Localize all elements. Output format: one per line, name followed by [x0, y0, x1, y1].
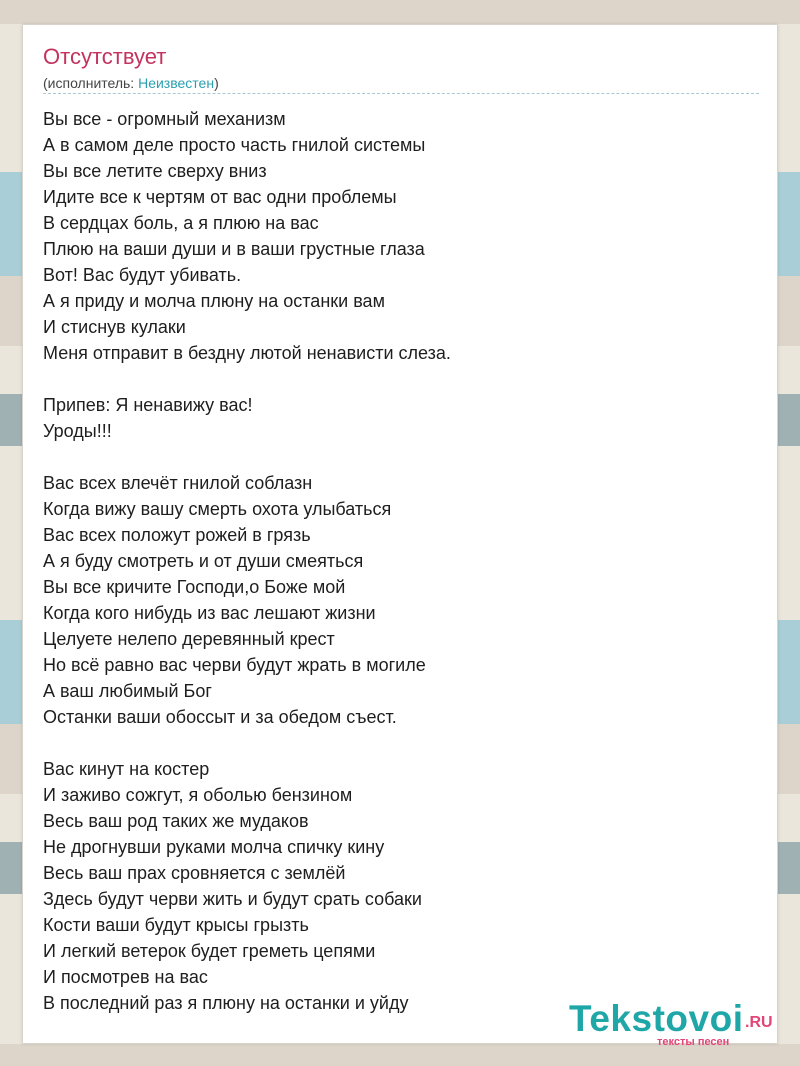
lyrics-line: Вас кинут на костер — [43, 759, 210, 779]
lyrics-line: Целуете нелепо деревянный крест — [43, 629, 335, 649]
lyrics-line: Но всё равно вас черви будут жрать в могиле — [43, 655, 426, 675]
artist-link[interactable]: Неизвестен — [138, 75, 215, 91]
lyrics-line: Уроды!!! — [43, 421, 112, 441]
lyrics-line: Весь ваш прах сровняется с землёй — [43, 863, 346, 883]
lyrics-line: В сердцах боль, а я плюю на вас — [43, 213, 319, 233]
lyrics-line: И посмотрев на вас — [43, 967, 208, 987]
lyrics-card — [22, 24, 778, 1048]
lyrics-line: А я буду смотреть и от души смеяться — [43, 551, 364, 571]
title-divider — [43, 93, 759, 94]
lyrics-blank-line — [43, 730, 759, 756]
lyrics-line: Вот! Вас будут убивать. — [43, 265, 242, 285]
artist-suffix: ) — [214, 75, 219, 91]
site-logo[interactable] — [569, 999, 779, 1049]
song-title: Отсутствует — [43, 44, 167, 69]
lyrics-line: И стиснув кулаки — [43, 317, 186, 337]
lyrics-line: Когда вижу вашу смерть охота улыбаться — [43, 499, 392, 519]
lyrics-line: Здесь будут черви жить и будут срать собаки — [43, 889, 422, 909]
lyrics-line: Вы все - огромный механизм — [43, 109, 286, 129]
lyrics-line: Вас всех положут рожей в грязь — [43, 525, 311, 545]
lyrics-line: Кости ваши будут крысы грызть — [43, 915, 309, 935]
logo-subtitle: тексты песен — [657, 1036, 730, 1048]
lyrics-line: Не дрогнувши руками молча спичку кину — [43, 837, 385, 857]
lyrics-line: Плюю на ваши души и в ваши грустные глаза — [43, 239, 425, 259]
lyrics-line: Останки ваши обоссыт и за обедом съест. — [43, 707, 397, 727]
lyrics-line: Вы все летите сверху вниз — [43, 161, 267, 181]
lyrics-line: И заживо сожгут, я оболью бензином — [43, 785, 353, 805]
lyrics-text — [43, 106, 759, 1016]
lyrics-line: А в самом деле просто часть гнилой системы — [43, 135, 426, 155]
lyrics-line: И легкий ветерок будет греметь цепями — [43, 941, 376, 961]
lyrics-line: В последний раз я плюну на останки и уйду — [43, 993, 409, 1013]
lyrics-line: Меня отправит в бездну лютой ненависти слеза. — [43, 343, 451, 363]
lyrics-line: Вас всех влечёт гнилой соблазн — [43, 473, 313, 493]
logo-wordmark: Tekstovoi — [569, 998, 744, 1039]
lyrics-line: А ваш любимый Бог — [43, 681, 212, 701]
lyrics-line: Весь ваш род таких же мудаков — [43, 811, 309, 831]
artist-prefix: (исполнитель: — [43, 75, 139, 91]
lyrics-blank-line — [43, 366, 759, 392]
lyrics-line: Идите все к чертям от вас одни проблемы — [43, 187, 397, 207]
lyrics-line: Припев: Я ненавижу вас! — [43, 395, 253, 415]
logo-domain: .RU — [745, 1014, 773, 1031]
lyrics-line: Когда кого нибудь из вас лешают жизни — [43, 603, 376, 623]
background-stripe — [0, 0, 800, 24]
lyrics-blank-line — [43, 444, 759, 470]
lyrics-line: А я приду и молча плюну на останки вам — [43, 291, 385, 311]
lyrics-line: Вы все кричите Господи,о Боже мой — [43, 577, 346, 597]
artist-line — [43, 74, 219, 92]
